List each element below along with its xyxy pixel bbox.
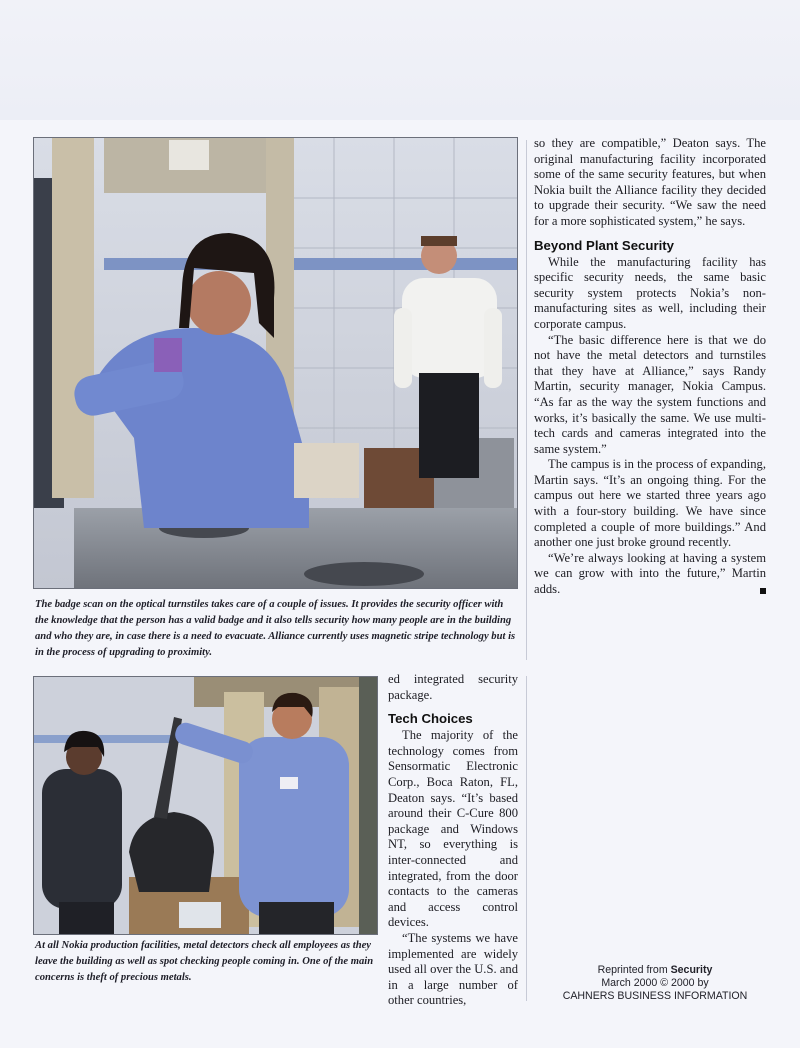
middle-lead-paragraph: ed integrated security package.	[388, 672, 518, 702]
right-column	[534, 136, 766, 598]
photo-bottom-caption: At all Nokia production facilities, metal detectors check all employees as they leave the building as well as spot checking people coming in. One of the main concerns is theft of precious metals.	[35, 940, 374, 983]
right-paragraph-2: “The basic difference here is that we do not have the metal detectors and turnstiles that they have at Alliance,” says Randy Martin, security manager, Nokia Campus. “As far as the way the system functions and works, it’s basically the same. We use multi-tech cards and cameras integrated into the same system.”	[534, 332, 766, 456]
photo-turnstile-badge-scan	[33, 137, 518, 589]
end-of-article-mark	[760, 588, 766, 594]
right-lead-paragraph: so they are compatible,” Deaton says. The original manufacturing facility incorporated some of the same security features, but when Nokia built the Alliance facility they decided to upgrade their security. “We saw the need for a more sophisticated system,” he says.	[534, 136, 766, 228]
heading-tech-choices: Tech Choices	[388, 711, 473, 727]
middle-column	[388, 672, 518, 1009]
heading-beyond-plant-security: Beyond Plant Security	[534, 237, 674, 253]
column-rule-right	[526, 140, 527, 660]
right-paragraph-3: The campus is in the process of expanding, Martin says. “It’s an ongoing thing. For the campus out here we started three years ago with a four-story building. We have since completed a couple of more buildings.” And another one just broke ground recently.	[534, 457, 766, 550]
reprint-publisher: CAHNERS BUSINESS INFORMATION	[562, 990, 748, 1002]
photo-metal-detector-check	[33, 676, 378, 935]
middle-paragraph-2: “The systems we have implemented are widely used all over the U.S. and in a large number of other countries,	[388, 930, 518, 1008]
reprint-prefix: Reprinted from	[597, 964, 671, 976]
reprint-notice	[540, 964, 770, 1003]
middle-paragraph-1: The majority of the technology comes from Sensormatic Electronic Corp., Boca Raton, FL, Deaton says. “It’s based around their C-Cure 800 package and Windows NT, so everything is inter-connected and integrated, from the door contacts to the cameras and access control devices.	[388, 728, 518, 930]
photo-top-caption: The badge scan on the optical turnstiles takes care of a couple of issues. It provides the security officer with the knowledge that the person has a valid badge and it also tells security how many people are in the building and who they are, in case there is a need to evacuate. Alliance currently uses magnetic stripe technology but is in the process of upgrading to proximity.	[35, 599, 516, 658]
right-paragraph-4-text: “We’re always looking at having a system we can grow with into the future,” Martin adds.	[534, 550, 766, 597]
right-paragraph-4	[534, 551, 766, 598]
column-rule-middle	[526, 676, 527, 1001]
masthead-band	[0, 0, 800, 120]
reprint-date-line: March 2000 © 2000 by	[601, 977, 709, 989]
right-paragraph-1: While the manufacturing facility has specific security needs, the same basic security system protects Nokia’s non-manufacturing sites as well, including their corporate campus.	[534, 254, 766, 331]
reprint-publication: Security	[670, 964, 713, 976]
